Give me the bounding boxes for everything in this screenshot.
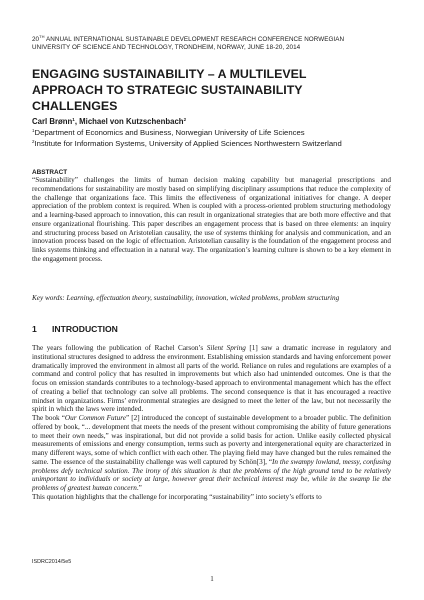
abstract-text: “Sustainability” challenges the limits of human decision making capability but managerial prescriptions and recommendations for sustainability are mostly based on simplifying disciplinary assumptions that reduce the complexity of the challenge that organizations face. This limits the effectiveness of organizational initiatives for change. A deeper appreciation of the problem context is required. When is coupled with a process-oriented problem structuring methodology and a learning-based approach to innovation, this can result in organizational strategies that are both more effective and that ensure organizational flourishing. This paper describes an engagement process that is based on three elements: an inquiry and structuring process based on Aristotelian causality, the use of systems thinking for analysis and communication, and an innovation process based on the logic of effectuation. Aristotelian causality is the foundation of the engagement process and links systems thinking and effectuation in a natural way. The organization’s learning culture is shown to be a key element in the engagement process. — [32, 176, 391, 263]
author-name: Michael von Kutzschenbach — [79, 117, 184, 126]
conference-header — [32, 36, 404, 52]
section-number: 1 — [32, 324, 37, 334]
affiliation-2: $^2$Institute for Information Systems, University of Applied Sciences Northwestern Switzerland — [32, 139, 342, 148]
block-quote: In the swampy lowland, messy, confusing problems defy technical solution. The irony of this situation is that the problems of the high ground tend to be relatively unimportant to individuals or society at large, however great their technical interest may be, while in the swamp lie the problems of greatest human concern — [32, 457, 391, 492]
title-line-3: CHALLENGES — [32, 98, 118, 113]
section-title: INTRODUCTION — [52, 324, 118, 334]
authors: Carl Brønn$^1$, Michael von Kutzschenbach$^2$ — [32, 117, 187, 126]
author-name: Carl Brønn — [32, 117, 73, 126]
body-text — [32, 344, 391, 502]
paper-code: ISDRC2014/5e5 — [32, 559, 72, 565]
title-line-1: ENGAGING SUSTAINABILITY – A MULTILEVEL — [32, 67, 307, 81]
title-line-2: APPROACH TO STRATEGIC SUSTAINABILITY — [32, 82, 303, 97]
abstract-heading: ABSTRACT — [32, 169, 68, 176]
page-number: 1 — [210, 575, 214, 583]
paragraph: This quotation highlights that the challenge for incorporating “sustainability” into society’s efforts to — [32, 492, 322, 501]
paper-title — [32, 67, 392, 114]
section-heading — [32, 324, 118, 334]
paragraph: The book “Our Common Future” [2] introduced the concept of sustainable development to a broader public. The definition offered by book, “... development that meets the needs of the present without compromising the ability of future generations to meet their own needs,” was inspirational, but did not provide a solid basis for action. Unlike easily collected physical measurements of emissions and energy consumption, terms such as poverty and intergenerational equity are characterized in many different ways, some of which conflict with each other. The playing field may have changed but the rules remained the same. The essence of the sustainability challenge was well captured by Schön[3], “In the swampy lowland, messy, confusing problems defy technical solution. The irony of this situation is that the problems of the high ground tend to be relatively unimportant to individuals or society at large, however great their technical interest may be, while in the swamp lie the problems of greatest human concern.” — [32, 414, 392, 492]
affiliation-1: $^1$Department of Economics and Business, Norwegian University of Life Sciences — [32, 128, 305, 137]
conference-line-2: UNIVERSITY OF SCIENCE AND TECHNOLOGY, TRONDHEIM, NORWAY, JUNE 18-20, 2014 — [32, 44, 301, 51]
keywords: Key words: Learning, effectuation theory, sustainability, innovation, wicked problems, problem structuring — [32, 294, 340, 302]
paragraph: The years following the publication of Rachel Carson’s Silent Spring [1] saw a dramatic increase in regulatory and institutional structures designed to address the environment. Establishing emission standards and having enforcement power dramatically improved the environment in almost all parts of the world. Reliance on rules and regulations are examples of a command and control policy that has resulted in improvements but which also had unintended outcomes. One is that the focus on emission standards contributes to a technology-based approach to environmental management which has the effect of creating a belief that technology can solve all problems. The second consequence is that it has encouraged a reactive mindset in organizations. Firms’ environmental strategies are designed to meet the letter of the law, but not necessarily the spirit in which the laws were intended. — [32, 344, 392, 414]
conference-line-1: 20TH ANNUAL INTERNATIONAL SUSTAINABLE DEVELOPMENT RESEARCH CONFERENCE NORWEGIAN — [32, 34, 345, 43]
